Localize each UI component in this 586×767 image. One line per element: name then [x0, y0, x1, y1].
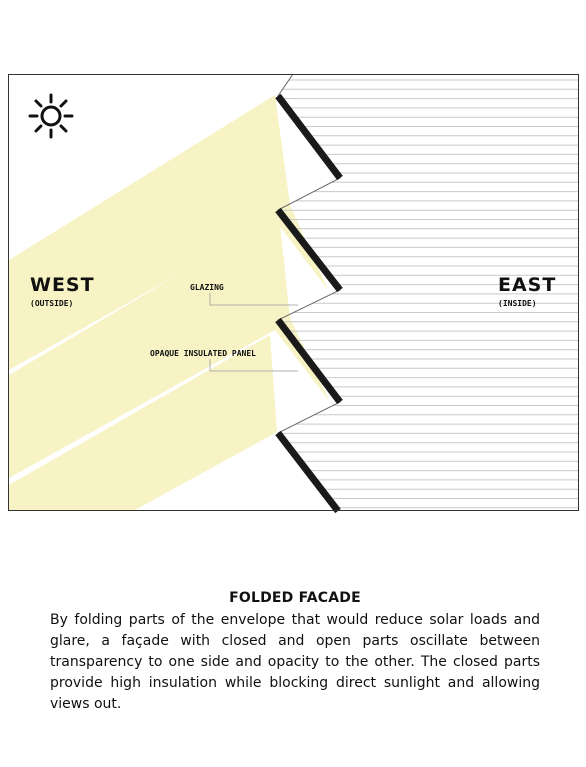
opaque-panel: [278, 320, 340, 402]
west-sublabel: (OUTSIDE): [30, 299, 74, 308]
caption-title: FOLDED FACADE: [229, 590, 361, 606]
opaque-panel: [278, 210, 340, 290]
caption: [50, 590, 540, 715]
sun-icon: [30, 95, 72, 137]
opaque-panel: [278, 433, 338, 511]
east-label: EAST: [498, 274, 557, 296]
opaque-panel-label: OPAQUE INSULATED PANEL: [150, 349, 256, 358]
caption-body: By folding parts of the envelope that would reduce solar loads and glare, a façade with closed and open parts oscillate between transparency to one side and opacity to the other. The closed parts provide high insulation while blocking direct sunlight and allowing views out.: [50, 612, 540, 712]
east-sublabel: (INSIDE): [498, 299, 537, 308]
west-label: WEST: [30, 274, 95, 296]
glazing-label: GLAZING: [190, 283, 224, 292]
